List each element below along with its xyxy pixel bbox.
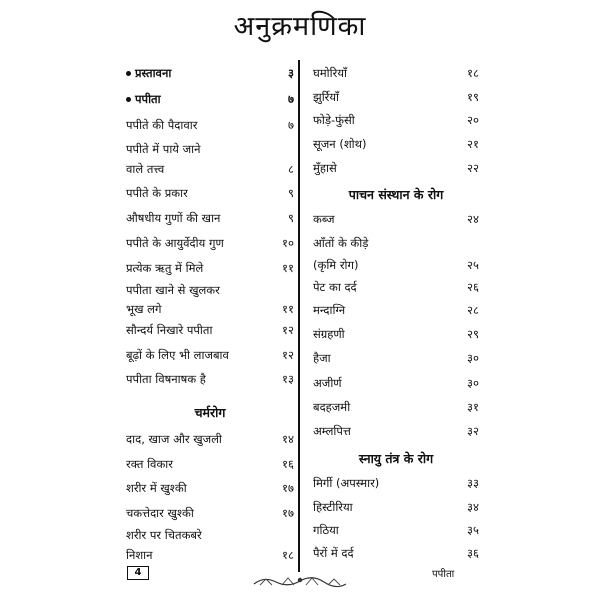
toc-entry-label: पपीते के आयुर्वेदीय गुण [126,236,224,250]
toc-entry-label: पपीता खाने से खुलकर [126,283,220,297]
toc-entry-label: हैजा [313,351,331,365]
toc-entry-page: ७ [288,92,294,106]
toc-entry-page: १८ [282,548,294,562]
toc-entry-page: २४ [467,212,479,226]
toc-entry-page: ३१ [467,400,479,414]
toc-entry-page: ३६ [467,546,479,560]
toc-entry-page: १२ [282,348,294,362]
toc-entry-page: १० [282,236,294,250]
footer-book-name: पपीता [432,569,455,580]
toc-entry-label: (कृमि रोग) [313,258,359,272]
section-heading: पाचन संस्थान के रोग [348,187,444,202]
toc-entry-page: २१ [467,137,479,151]
toc-entry-page: १७ [282,481,294,495]
toc-entry-page: ९ [288,186,294,200]
toc-entry-label: दाद, खाज और खुजली [126,432,222,446]
toc-entry-label: शरीर पर चितकबरे [126,528,202,542]
toc-entry-label: पपीते की पैदावार [126,118,198,132]
toc-entry-page: ११ [282,261,294,275]
toc-entry-label: पेट का दर्द [313,280,357,294]
toc-entry-page: ३२ [467,424,479,438]
toc-entry-label: वाले तत्त्व [126,162,165,176]
toc-entry-label: संग्रहणी [313,327,345,341]
footer-ornament-icon [252,574,348,588]
toc-entry-label: मिर्गी (अपस्मार) [313,476,380,490]
toc-entry-page: ३ [288,66,294,80]
toc-entry-label: रक्त विकार [126,457,173,471]
toc-entry-page: १७ [282,506,294,520]
toc-entry-label: औषधीय गुणों की खान [126,211,221,225]
section-heading: चर्मरोग [194,405,226,420]
toc-entry-label: पपीते में पाये जाने [126,142,201,156]
toc-entry-page: २० [467,113,479,127]
bullet-icon [126,71,131,76]
toc-entry-label: हिस्टीरिया [313,500,353,514]
toc-entry-label: प्रत्येक ऋतु में मिले [126,261,204,275]
toc-entry-page: ३३ [467,476,479,490]
page-number-box: 4 [127,566,149,580]
toc-entry-label: फोड़े-फुंसी [313,113,355,127]
toc-entry-label: पपीते के प्रकार [126,186,188,200]
toc-entry-label: अजीर्ण [313,376,342,390]
toc-entry-page: २६ [467,280,479,294]
column-divider [298,60,300,572]
toc-entry-label: आँतों के कीड़े [313,236,369,250]
toc-entry-label: घमोरियाँ [313,66,347,80]
toc-entry-page: १६ [282,457,294,471]
toc-entry-page: २२ [467,161,479,175]
toc-entry-label: शरीर में खुश्की [126,481,187,495]
toc-entry-label: सूजन (शोथ) [313,137,367,151]
toc-entry-label: चकत्तेदार खुश्की [126,506,194,520]
bullet-icon [126,97,131,102]
page-title: अनुक्रमणिका [233,11,367,42]
toc-entry-page: ३५ [467,523,479,537]
toc-entry-label: बदहजमी [313,400,351,414]
toc-entry-label: कब्ज [313,212,335,226]
toc-entry-page: १९ [467,90,479,104]
toc-entry-label: पपीता विषनाषक है [126,372,206,386]
toc-entry-page: ३० [467,376,479,390]
toc-entry-page: २९ [467,327,479,341]
toc-entry-page: ८ [288,162,294,176]
toc-entry-page: ३० [467,351,479,365]
toc-entry-page: ९ [288,211,294,225]
toc-entry-page: ३४ [467,500,479,514]
toc-entry-label: भूख लगे [126,302,162,316]
toc-entry-label: सौन्दर्य निखारे पपीता [126,323,213,337]
toc-entry-page: १२ [282,323,294,337]
toc-entry-page: १८ [467,66,479,80]
toc-entry-label: पैरों में दर्द [313,546,354,560]
toc-entry-page: ११ [282,302,294,316]
toc-entry-label: प्रस्तावना [135,66,172,80]
toc-entry-label: अम्लपित्त [313,424,351,438]
toc-entry-label: गठिया [313,523,339,537]
toc-entry-page: २८ [467,303,479,317]
toc-entry-label: मुँहासे [313,161,337,175]
toc-entry-page: १३ [282,372,294,386]
toc-entry-label: बूढ़ों के लिए भी लाजबाव [126,348,229,362]
toc-entry-label: निशान [126,548,153,562]
toc-entry-page: ७ [288,118,294,132]
toc-entry-page: १४ [282,432,294,446]
toc-entry-label: झुर्रियाँ [313,90,340,104]
section-heading: स्नायु तंत्र के रोग [358,451,434,466]
toc-entry-label: मन्दाग्नि [313,303,346,317]
toc-entry-page: २५ [467,258,479,272]
toc-entry-label: पपीता [135,92,161,106]
